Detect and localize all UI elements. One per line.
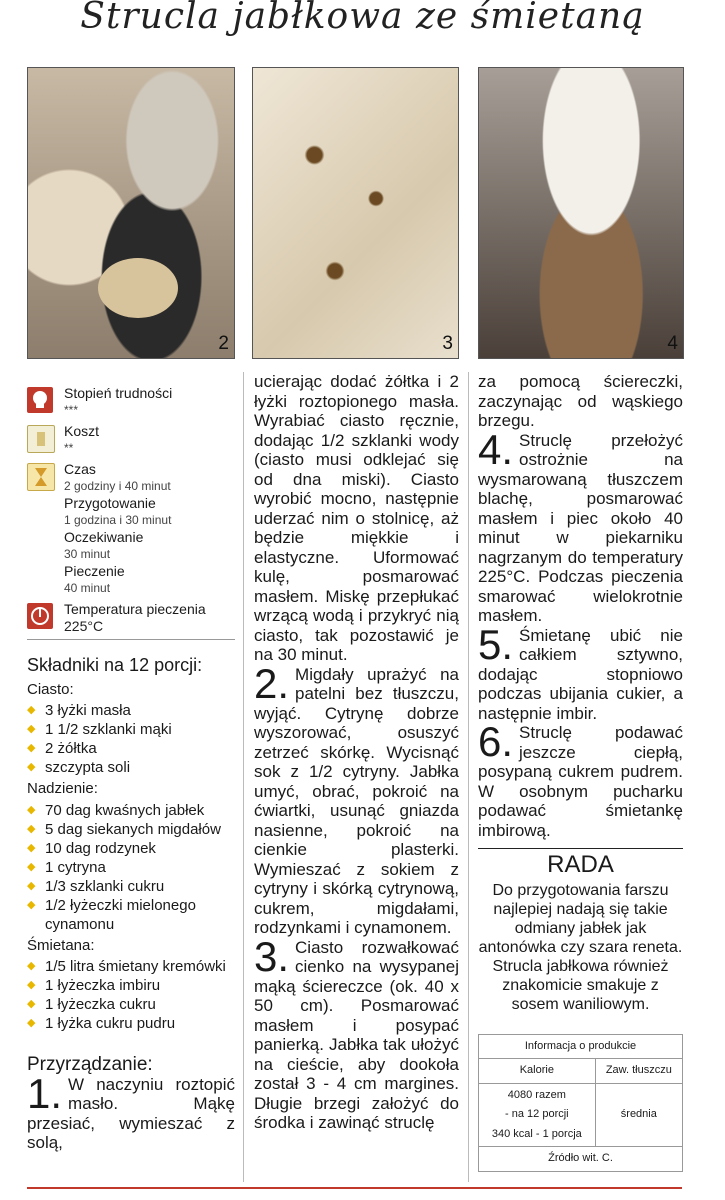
photo-apple-filling <box>252 67 459 359</box>
photo-number: 4 <box>667 333 678 354</box>
cost-criterion <box>27 423 235 457</box>
step-number: 5. <box>478 620 514 668</box>
cost-value: ** <box>64 441 74 455</box>
photo-number: 3 <box>442 333 453 354</box>
list-item: ◆ 1/3 szklanki cukru <box>27 877 235 896</box>
ingredients-heading: Składniki na 12 porcji: <box>27 655 203 675</box>
step-text: Struclę podawać jeszcze ciepłą, posypaną cukrem pudrem. W osobnym pucharku podawać śmietankę imbirową. <box>478 723 683 840</box>
column-divider <box>243 372 244 1182</box>
hourglass-icon <box>27 463 55 491</box>
difficulty-label: Stopień trudności <box>64 385 173 401</box>
list-item: ◆ 1/5 litra śmietany kremówki <box>27 957 235 976</box>
list-item: ◆ 2 żółtka <box>27 739 235 758</box>
left-column <box>27 385 235 1153</box>
calories-portions: - na 12 porcji <box>505 1108 569 1120</box>
prep-time-value: 1 godzina i 30 minut <box>64 513 172 527</box>
step-text: Ciasto rozwałkować cienko na wysypanej mąką ściereczce (ok. 40 x 50 cm). Posmarować masłem i posypać panierką. Jabłka tak ułożyć na cieście, aby dookoła został 3 - 4 cm margines. Długie brzegi założyć do środka i zawinąć struclę <box>254 937 459 1132</box>
list-item: ◆ 5 dag siekanych migdałów <box>27 820 235 839</box>
step-3-start <box>254 932 459 1133</box>
photo-number: 2 <box>218 333 229 354</box>
time-value: 2 godziny i 40 minut <box>64 479 171 493</box>
step-5 <box>478 620 683 724</box>
step-number: 3. <box>254 932 290 980</box>
list-item: ◆ 1/2 łyżeczki mielonego cynamonu <box>27 896 235 934</box>
thermometer-icon <box>27 603 53 629</box>
cream-list <box>27 957 235 1033</box>
wait-time-value: 30 minut <box>64 547 111 561</box>
table-header: Zaw. tłuszczu <box>595 1059 682 1084</box>
tip-text: Do przygotowania farszu najlepiej nadają się takie odmiany jabłek jak antonówka czy szara reneta. Strucla jabłkowa również znakomicie smakuje z sosem waniliowym. <box>478 881 683 1013</box>
table-footer: Źródło wit. C. <box>479 1147 683 1172</box>
wait-time-label: Oczekiwanie <box>64 529 144 545</box>
product-info-table <box>478 1034 683 1172</box>
dough-list <box>27 701 235 777</box>
cream-heading: Śmietana: <box>27 936 95 954</box>
table-title: Informacja o produkcie <box>479 1034 683 1059</box>
list-item: ◆ 70 dag kwaśnych jabłek <box>27 801 235 820</box>
list-item: ◆ 1 łyżka cukru pudru <box>27 1014 235 1033</box>
temperature-criterion <box>27 601 235 635</box>
step-text: W naczyniu roztopić masło. Mąkę przesiać, wymieszać z solą, <box>27 1074 235 1152</box>
prep-time-label: Przygotowanie <box>64 495 156 511</box>
bake-time-value: 40 minut <box>64 581 111 595</box>
difficulty-criterion <box>27 385 235 419</box>
step-text: Struclę przełożyć ostrożnie na wysmarowaną tłuszczem blachę, posmarować masłem i piec około 40 minut w piekarniku nagrzanym do temperatury 225°C. Podczas pieczenia smarować wielokrotnie masłem. <box>478 430 683 625</box>
list-item: ◆ 3 łyżki masła <box>27 701 235 720</box>
calories-per-portion: 340 kcal - 1 porcja <box>491 1127 582 1140</box>
middle-column <box>254 372 459 1133</box>
step-1-start <box>27 1069 235 1153</box>
step-number: 1. <box>27 1069 63 1117</box>
preparation-heading: Przyrządzanie: <box>27 1054 153 1075</box>
coin-icon <box>27 425 55 453</box>
right-column <box>478 372 683 1172</box>
list-item: ◆ 1 1/2 szklanki mąki <box>27 720 235 739</box>
step-text: Migdały uprażyć na patelni bez tłuszczu, wyjąć. Cytrynę dobrze wyszorować, osuszyć zetrzeć skórkę. Wycisnąć sok z 1/2 cytryny. Jabłka umyć, obrać, pokroić na ćwiartki, usunąć gniazda nasienne, pokroić na cienkie plasterki. Wymieszać z sokiem z cytryny i skórką cytrynową, cukrem, migdałami, rodzynkami i cynamonem. <box>254 664 459 937</box>
step-4 <box>478 425 683 626</box>
calories-total: 4080 razem <box>507 1088 566 1101</box>
step-6 <box>478 718 683 840</box>
list-item: ◆ 1 łyżeczka cukru <box>27 995 235 1014</box>
step-text: Śmietanę ubić nie całkiem sztywno, dodając stopniowo podczas ubijania cukier, a następnie imbir. <box>478 625 683 723</box>
time-label: Czas <box>64 461 96 477</box>
page-title: Strucla jabłkowa ze śmietaną <box>80 0 645 37</box>
list-item: ◆ 1 cytryna <box>27 858 235 877</box>
cost-label: Koszt <box>64 423 100 439</box>
list-item: ◆ szczypta soli <box>27 758 235 777</box>
step-number: 4. <box>478 425 514 473</box>
dough-heading: Ciasto: <box>27 680 74 698</box>
footer-rule <box>27 1187 682 1189</box>
filling-heading: Nadzienie: <box>27 780 98 797</box>
step-2 <box>254 659 459 938</box>
chef-hat-icon <box>27 387 53 413</box>
tip-box <box>478 848 683 1014</box>
bake-time-label: Pieczenie <box>64 563 125 579</box>
list-item: ◆ 1 łyżeczka imbiru <box>27 976 235 995</box>
table-header: Kalorie <box>479 1059 596 1084</box>
photo-ingredients <box>27 67 235 359</box>
photo-baked-strudel <box>478 67 684 359</box>
table-cell: średnia <box>595 1083 682 1147</box>
step-number: 6. <box>478 718 514 765</box>
step-number: 2. <box>254 659 290 707</box>
tip-title: RADA <box>547 851 614 878</box>
filling-list <box>27 801 235 934</box>
column-divider <box>468 372 469 1182</box>
temperature-label: Temperatura pieczenia <box>64 601 206 617</box>
list-item: ◆ 10 dag rodzynek <box>27 839 235 858</box>
step-3-continued: za pomocą ściereczki, zaczynając od wąskiego brzegu. <box>478 372 683 430</box>
time-criterion <box>27 461 235 597</box>
difficulty-value: *** <box>64 403 79 417</box>
step-1-continued: ucierając dodać żółtka i 2 łyżki roztopionego masła. Wyrabiać ciasto ręcznie, dodając 1/2 szklanki wody (ciasto musi odklejać się od dna miski). Ciasto wyrobić mocno, następnie uderzać nim o stolnicę, aż będzie miękkie i elastyczne. Uformować kulę, posmarować masłem. Miskę przepłukać wrzącą wodą i przykryć nią ciasto, tak pozostawić je na 30 minut. <box>254 372 459 664</box>
temperature-value: 225°C <box>64 618 104 634</box>
table-cell <box>479 1083 596 1147</box>
